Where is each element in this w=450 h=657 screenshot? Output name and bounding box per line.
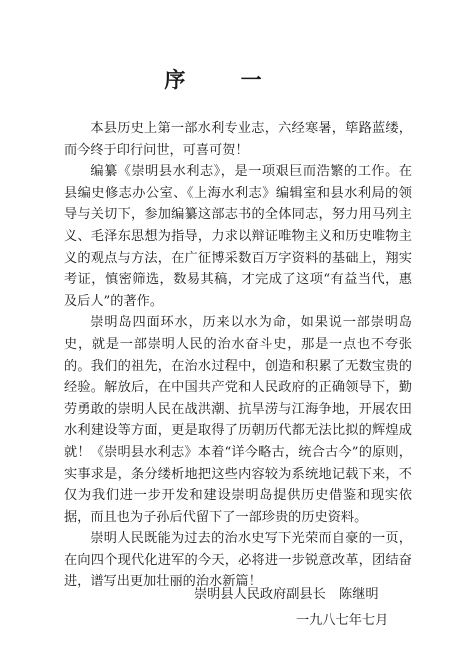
signature-block [64, 584, 412, 632]
page-title: 序 一 [164, 67, 286, 92]
paragraph-2: 编纂《崇明县水利志》，是一项艰巨而浩繁的工作。在县编史修志办公室、《上海水利志》编辑室和县水利局的领导与关切下，参加编纂这部志书的全体同志，努力用马列主义、毛泽东思想为指导，力求以辩证唯物主义和历史唯物主义的观点与方法，在广征博采数百万字资料的基础上，翔实考证，慎密筛选，数易其稿，才完成了这项“有益当代，惠及后人”的著作。 [64, 164, 412, 309]
paragraph-3: 崇明岛四面环水，历来以水为命，如果说一部崇明岛史，就是一部崇明人民的治水奋斗史，那是一点也不夸张的。我们的祖先，在治水过程中，创造和积累了无数宝贵的经验。解放后，在中国共产党和人民政府的正确领导下，勤劳勇敢的崇明人民在战洪潮、抗旱涝与江海争地，开展农田水利建设等方面，更是取得了历朝历代都无法比拟的辉煌成就！《崇明县水利志》本着“详今略古，统合古今”的原则，实事求是，条分缕析地把这些内容较为系统地记载下来，不仅为我们进一步开发和建设崇明岛提供历史借鉴和现实依据，而且也为子孙后代留下了一部珍贵的历史资料。 [64, 315, 412, 525]
paragraph-4: 崇明人民既能为过去的治水史写下光荣而自豪的一页，在向四个现代化进军的今天，必将进一步锐意改革，团结奋进，谱写出更加壮丽的治水新篇！ [64, 531, 412, 590]
paragraph-1: 本县历史上第一部水利专业志，六经寒暑，筚路蓝缕，而今终于印行问世，可喜可贺！ [64, 121, 412, 158]
signature-author: 崇明县人民政府副县长 陈继明 [194, 587, 379, 602]
signature-date: 一九八七年七月 [296, 613, 389, 628]
preface-body [64, 118, 412, 593]
